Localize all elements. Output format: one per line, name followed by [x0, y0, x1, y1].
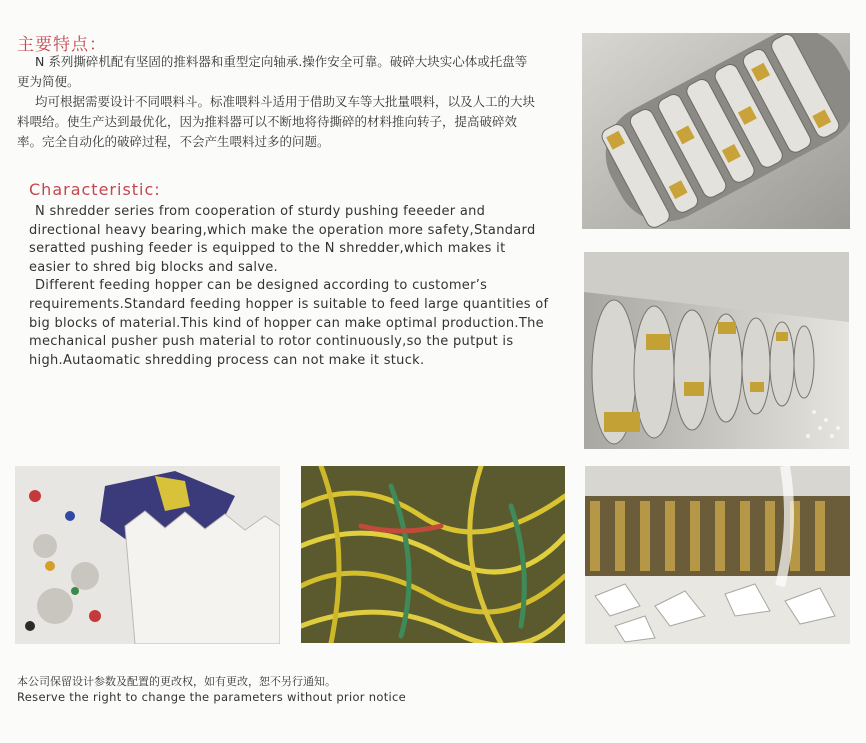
chinese-description	[17, 52, 537, 152]
english-heading: Characteristic:	[29, 180, 161, 199]
shredded-plastic-photo	[15, 466, 280, 644]
shredded-fiber-photo	[301, 466, 565, 643]
english-paragraph-2: Different feeding hopper can be designed according to customer’s requirements.Standard feeding hopper is suitable to feed large quantities of big blocks of material.This kind of hopper can make optimal production.The mechanical pusher push material to rotor continuously,so the putput is high.Autaomatic shredding process can not make it stuck.	[29, 278, 549, 368]
footer-notice-english: Reserve the right to change the parameters without prior notice	[17, 690, 407, 704]
chinese-paragraph-1: N 系列撕碎机配有坚固的推料器和重型定向轴承.操作安全可靠。破碎大块实心体或托盘等更为简便。	[17, 54, 528, 89]
footer-notice-chinese: 本公司保留设计参数及配置的更改权，如有更改，恕不另行通知。	[17, 675, 336, 688]
shredding-in-operation-photo	[585, 466, 850, 644]
english-description	[29, 203, 549, 370]
chinese-paragraph-2: 均可根据需要设计不同喂料斗。标准喂料斗适用于借助叉车等大批量喂料，以及人工的大块料喂给。使生产达到最优化，因为推料器可以不断地将待撕碎的材料推向转子，提高破碎效率。完全自动化的破碎过程，不会产生喂料过多的问题。	[17, 94, 536, 149]
cutter-shaft-photo	[584, 252, 849, 449]
rotor-closeup-photo	[582, 33, 850, 229]
chinese-heading: 主要特点：	[17, 35, 107, 55]
english-paragraph-1: N shredder series from cooperation of sturdy pushing feeeder and directional heavy bearing,which make the operation more safety,Standard seratted pushing feeder is equipped to the N shredder,which makes it easier to shred big blocks and salve.	[29, 204, 536, 275]
